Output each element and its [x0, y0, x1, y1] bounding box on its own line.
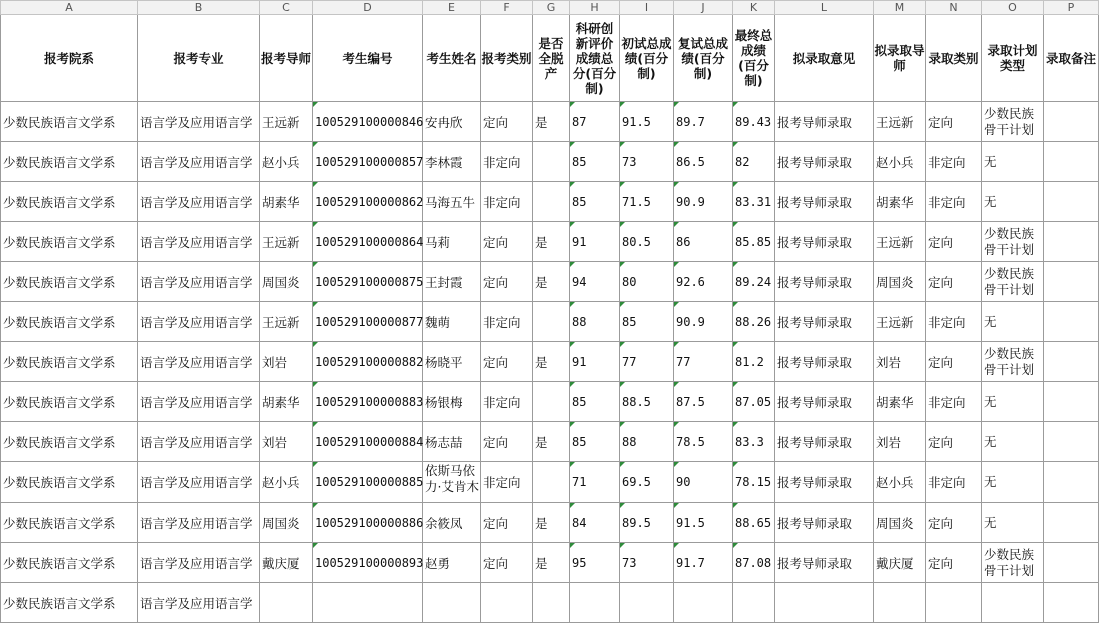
cell[interactable]: 非定向: [926, 142, 982, 182]
cell[interactable]: 王远新: [874, 102, 926, 142]
cell[interactable]: [1044, 503, 1099, 543]
cell[interactable]: 王远新: [260, 102, 313, 142]
cell[interactable]: 刘岩: [260, 342, 313, 382]
header-cell[interactable]: 最终总成绩(百分制): [733, 15, 775, 102]
cell[interactable]: 100529100000875: [313, 262, 423, 302]
cell[interactable]: 定向: [926, 342, 982, 382]
cell[interactable]: [1044, 102, 1099, 142]
header-cell[interactable]: 拟录取导师: [874, 15, 926, 102]
column-header-l[interactable]: L: [775, 1, 874, 15]
cell[interactable]: 语言学及应用语言学: [138, 543, 260, 583]
cell[interactable]: 定向: [481, 222, 533, 262]
cell[interactable]: 100529100000862: [313, 182, 423, 222]
cell[interactable]: 杨志喆: [423, 422, 481, 462]
table-row: [1, 342, 1099, 382]
cell[interactable]: 定向: [926, 102, 982, 142]
cell[interactable]: 报考导师录取: [775, 422, 874, 462]
cell[interactable]: 非定向: [926, 302, 982, 342]
cell[interactable]: 杨银梅: [423, 382, 481, 422]
cell[interactable]: [481, 583, 533, 623]
cell[interactable]: 85: [570, 422, 620, 462]
cell[interactable]: 李林霞: [423, 142, 481, 182]
cell[interactable]: [533, 302, 570, 342]
cell[interactable]: 报考导师录取: [775, 503, 874, 543]
cell[interactable]: 定向: [481, 503, 533, 543]
cell[interactable]: 赵小兵: [874, 142, 926, 182]
cell[interactable]: 周国炎: [874, 503, 926, 543]
cell[interactable]: 90: [674, 462, 733, 503]
header-cell[interactable]: 录取类别: [926, 15, 982, 102]
cell[interactable]: 少数民族语言文学系: [1, 142, 138, 182]
header-cell[interactable]: 报考专业: [138, 15, 260, 102]
cell[interactable]: 定向: [481, 543, 533, 583]
cell[interactable]: 语言学及应用语言学: [138, 503, 260, 543]
cell[interactable]: 87: [570, 102, 620, 142]
cell[interactable]: 无: [982, 503, 1044, 543]
cell[interactable]: 85: [570, 182, 620, 222]
cell[interactable]: 少数民族语言文学系: [1, 583, 138, 623]
cell[interactable]: 依斯马依力·艾肯木: [423, 462, 481, 503]
cell[interactable]: 是: [533, 102, 570, 142]
cell[interactable]: 赵小兵: [260, 142, 313, 182]
cell[interactable]: [260, 583, 313, 623]
column-header-f[interactable]: F: [481, 1, 533, 15]
cell[interactable]: 100529100000893: [313, 543, 423, 583]
cell[interactable]: 赵小兵: [260, 462, 313, 503]
cell[interactable]: 80.5: [620, 222, 674, 262]
cell[interactable]: 王远新: [874, 222, 926, 262]
table-row: [1, 583, 1099, 623]
cell[interactable]: 戴庆厦: [260, 543, 313, 583]
cell[interactable]: 86.5: [674, 142, 733, 182]
cell[interactable]: [775, 583, 874, 623]
cell[interactable]: 报考导师录取: [775, 302, 874, 342]
header-cell[interactable]: 拟录取意见: [775, 15, 874, 102]
cell[interactable]: [533, 142, 570, 182]
column-header-p[interactable]: P: [1044, 1, 1099, 15]
cell[interactable]: 73: [620, 543, 674, 583]
cell[interactable]: [1044, 422, 1099, 462]
header-cell[interactable]: 录取备注: [1044, 15, 1099, 102]
cell[interactable]: 王封霞: [423, 262, 481, 302]
cell[interactable]: 无: [982, 422, 1044, 462]
cell[interactable]: 少数民族语言文学系: [1, 422, 138, 462]
cell[interactable]: 88: [620, 422, 674, 462]
table-row: [1, 382, 1099, 422]
cell[interactable]: 胡素华: [260, 182, 313, 222]
cell[interactable]: 刘岩: [874, 342, 926, 382]
column-header-d[interactable]: D: [313, 1, 423, 15]
cell[interactable]: [533, 583, 570, 623]
cell[interactable]: 100529100000877: [313, 302, 423, 342]
cell[interactable]: 89.5: [620, 503, 674, 543]
cell[interactable]: 88.26: [733, 302, 775, 342]
cell[interactable]: 90.9: [674, 302, 733, 342]
cell[interactable]: 无: [982, 382, 1044, 422]
cell[interactable]: [313, 583, 423, 623]
cell[interactable]: [1044, 382, 1099, 422]
cell[interactable]: 71: [570, 462, 620, 503]
cell[interactable]: 100529100000883: [313, 382, 423, 422]
cell[interactable]: 100529100000857: [313, 142, 423, 182]
cell[interactable]: [1044, 142, 1099, 182]
cell[interactable]: 魏萌: [423, 302, 481, 342]
cell[interactable]: 余筱凤: [423, 503, 481, 543]
header-row: [1, 15, 1099, 102]
cell[interactable]: 语言学及应用语言学: [138, 342, 260, 382]
table-row: [1, 302, 1099, 342]
cell[interactable]: 100529100000846: [313, 102, 423, 142]
cell[interactable]: 77: [674, 342, 733, 382]
cell[interactable]: [570, 583, 620, 623]
cell[interactable]: 少数民族语言文学系: [1, 342, 138, 382]
cell[interactable]: 91: [570, 222, 620, 262]
table-row: [1, 543, 1099, 583]
cell[interactable]: 王远新: [260, 302, 313, 342]
cell[interactable]: 胡素华: [260, 382, 313, 422]
cell[interactable]: 71.5: [620, 182, 674, 222]
cell[interactable]: 85: [620, 302, 674, 342]
cell[interactable]: 82: [733, 142, 775, 182]
header-cell[interactable]: 报考类别: [481, 15, 533, 102]
cell[interactable]: 非定向: [481, 182, 533, 222]
cell[interactable]: 语言学及应用语言学: [138, 583, 260, 623]
header-cell[interactable]: 报考导师: [260, 15, 313, 102]
cell[interactable]: 91.5: [620, 102, 674, 142]
cell[interactable]: 是: [533, 422, 570, 462]
table-row: [1, 262, 1099, 302]
cell[interactable]: 是: [533, 342, 570, 382]
column-header-c[interactable]: C: [260, 1, 313, 15]
cell[interactable]: 88.5: [620, 382, 674, 422]
cell[interactable]: 无: [982, 142, 1044, 182]
table-row: [1, 462, 1099, 503]
cell[interactable]: 刘岩: [260, 422, 313, 462]
cell[interactable]: 100529100000885: [313, 462, 423, 503]
cell[interactable]: 赵勇: [423, 543, 481, 583]
table-row: [1, 422, 1099, 462]
cell[interactable]: 78.5: [674, 422, 733, 462]
cell[interactable]: 语言学及应用语言学: [138, 102, 260, 142]
cell[interactable]: 赵小兵: [874, 462, 926, 503]
cell[interactable]: 报考导师录取: [775, 543, 874, 583]
cell[interactable]: 非定向: [481, 382, 533, 422]
column-header-b[interactable]: B: [138, 1, 260, 15]
cell[interactable]: 非定向: [926, 182, 982, 222]
cell[interactable]: 报考导师录取: [775, 142, 874, 182]
cell[interactable]: 91.5: [674, 503, 733, 543]
cell[interactable]: 91.7: [674, 543, 733, 583]
cell[interactable]: 非定向: [481, 302, 533, 342]
column-header-j[interactable]: J: [674, 1, 733, 15]
cell[interactable]: 87.05: [733, 382, 775, 422]
header-cell[interactable]: 录取计划类型: [982, 15, 1044, 102]
cell[interactable]: 少数民族语言文学系: [1, 222, 138, 262]
table-row: [1, 222, 1099, 262]
cell[interactable]: 语言学及应用语言学: [138, 302, 260, 342]
header-cell[interactable]: 考生编号: [313, 15, 423, 102]
cell[interactable]: 少数民族语言文学系: [1, 543, 138, 583]
cell[interactable]: [1044, 262, 1099, 302]
cell[interactable]: 是: [533, 222, 570, 262]
cell[interactable]: 定向: [926, 222, 982, 262]
cell[interactable]: 报考导师录取: [775, 102, 874, 142]
cell[interactable]: 是: [533, 262, 570, 302]
cell[interactable]: 周国炎: [874, 262, 926, 302]
cell[interactable]: 73: [620, 142, 674, 182]
cell[interactable]: 非定向: [926, 462, 982, 503]
cell[interactable]: [874, 583, 926, 623]
header-cell[interactable]: 是否全脱产: [533, 15, 570, 102]
cell[interactable]: 90.9: [674, 182, 733, 222]
cell[interactable]: 少数民族骨干计划: [982, 222, 1044, 262]
cell[interactable]: 是: [533, 543, 570, 583]
cell[interactable]: 安冉欣: [423, 102, 481, 142]
column-header-g[interactable]: G: [533, 1, 570, 15]
cell[interactable]: 无: [982, 182, 1044, 222]
header-cell[interactable]: 复试总成绩(百分制): [674, 15, 733, 102]
cell[interactable]: 报考导师录取: [775, 262, 874, 302]
cell[interactable]: 少数民族语言文学系: [1, 102, 138, 142]
cell[interactable]: 戴庆厦: [874, 543, 926, 583]
cell[interactable]: [533, 182, 570, 222]
cell[interactable]: 少数民族语言文学系: [1, 503, 138, 543]
cell[interactable]: 85.85: [733, 222, 775, 262]
cell[interactable]: 少数民族语言文学系: [1, 182, 138, 222]
cell[interactable]: [982, 583, 1044, 623]
cell[interactable]: 语言学及应用语言学: [138, 222, 260, 262]
cell[interactable]: [926, 583, 982, 623]
cell[interactable]: [620, 583, 674, 623]
cell[interactable]: 胡素华: [874, 182, 926, 222]
cell[interactable]: 69.5: [620, 462, 674, 503]
cell[interactable]: 马海五牛: [423, 182, 481, 222]
cell[interactable]: 94: [570, 262, 620, 302]
cell[interactable]: 少数民族骨干计划: [982, 262, 1044, 302]
cell[interactable]: [533, 462, 570, 503]
cell[interactable]: 报考导师录取: [775, 462, 874, 503]
cell[interactable]: 81.2: [733, 342, 775, 382]
cell[interactable]: 定向: [926, 422, 982, 462]
cell[interactable]: 定向: [481, 342, 533, 382]
cell[interactable]: 定向: [926, 503, 982, 543]
cell[interactable]: [1044, 182, 1099, 222]
cell[interactable]: 定向: [481, 262, 533, 302]
cell[interactable]: 定向: [926, 543, 982, 583]
cell[interactable]: 少数民族语言文学系: [1, 462, 138, 503]
header-cell[interactable]: 考生姓名: [423, 15, 481, 102]
cell[interactable]: 84: [570, 503, 620, 543]
cell[interactable]: 83.31: [733, 182, 775, 222]
cell[interactable]: 王远新: [874, 302, 926, 342]
cell[interactable]: 83.3: [733, 422, 775, 462]
cell[interactable]: 定向: [481, 422, 533, 462]
cell[interactable]: [1044, 222, 1099, 262]
cell[interactable]: 周国炎: [260, 503, 313, 543]
cell[interactable]: 86: [674, 222, 733, 262]
cell[interactable]: [674, 583, 733, 623]
cell[interactable]: 85: [570, 382, 620, 422]
cell[interactable]: 报考导师录取: [775, 222, 874, 262]
cell[interactable]: 无: [982, 302, 1044, 342]
cell[interactable]: 语言学及应用语言学: [138, 262, 260, 302]
cell[interactable]: 80: [620, 262, 674, 302]
cell[interactable]: 87.08: [733, 543, 775, 583]
cell[interactable]: 77: [620, 342, 674, 382]
cell[interactable]: 91: [570, 342, 620, 382]
cell[interactable]: 85: [570, 142, 620, 182]
cell[interactable]: 马莉: [423, 222, 481, 262]
cell[interactable]: 少数民族骨干计划: [982, 342, 1044, 382]
header-cell[interactable]: 初试总成绩(百分制): [620, 15, 674, 102]
column-letter-row: [1, 1, 1099, 15]
column-header-k[interactable]: K: [733, 1, 775, 15]
cell[interactable]: [423, 583, 481, 623]
cell[interactable]: 胡素华: [874, 382, 926, 422]
header-cell[interactable]: 科研创新评价成绩总分(百分制): [570, 15, 620, 102]
cell[interactable]: 少数民族语言文学系: [1, 302, 138, 342]
cell[interactable]: 89.43: [733, 102, 775, 142]
cell[interactable]: [1044, 342, 1099, 382]
column-header-h[interactable]: H: [570, 1, 620, 15]
column-header-m[interactable]: M: [874, 1, 926, 15]
cell[interactable]: 语言学及应用语言学: [138, 142, 260, 182]
cell[interactable]: 89.24: [733, 262, 775, 302]
cell[interactable]: 少数民族语言文学系: [1, 262, 138, 302]
cell[interactable]: [733, 583, 775, 623]
cell[interactable]: 少数民族语言文学系: [1, 382, 138, 422]
table-row: [1, 503, 1099, 543]
cell[interactable]: 定向: [926, 262, 982, 302]
cell[interactable]: 报考导师录取: [775, 382, 874, 422]
cell[interactable]: 报考导师录取: [775, 342, 874, 382]
cell[interactable]: 88.65: [733, 503, 775, 543]
table-row: [1, 182, 1099, 222]
cell[interactable]: 报考导师录取: [775, 182, 874, 222]
cell[interactable]: 非定向: [481, 462, 533, 503]
cell[interactable]: 定向: [481, 102, 533, 142]
cell[interactable]: 少数民族骨干计划: [982, 102, 1044, 142]
cell[interactable]: 语言学及应用语言学: [138, 462, 260, 503]
cell[interactable]: 语言学及应用语言学: [138, 422, 260, 462]
cell[interactable]: 王远新: [260, 222, 313, 262]
cell[interactable]: 周国炎: [260, 262, 313, 302]
cell[interactable]: 89.7: [674, 102, 733, 142]
cell[interactable]: 是: [533, 503, 570, 543]
cell[interactable]: [1044, 543, 1099, 583]
column-header-e[interactable]: E: [423, 1, 481, 15]
column-header-o[interactable]: O: [982, 1, 1044, 15]
cell[interactable]: 100529100000886: [313, 503, 423, 543]
table-row: [1, 102, 1099, 142]
cell[interactable]: [1044, 583, 1099, 623]
cell[interactable]: 语言学及应用语言学: [138, 382, 260, 422]
cell[interactable]: 少数民族骨干计划: [982, 543, 1044, 583]
cell[interactable]: 100529100000882: [313, 342, 423, 382]
cell[interactable]: 88: [570, 302, 620, 342]
cell[interactable]: 92.6: [674, 262, 733, 302]
cell[interactable]: 95: [570, 543, 620, 583]
header-cell[interactable]: 报考院系: [1, 15, 138, 102]
cell[interactable]: 非定向: [481, 142, 533, 182]
cell[interactable]: [1044, 462, 1099, 503]
column-header-a[interactable]: A: [1, 1, 138, 15]
cell[interactable]: 78.15: [733, 462, 775, 503]
cell[interactable]: [1044, 302, 1099, 342]
cell[interactable]: 100529100000884: [313, 422, 423, 462]
cell[interactable]: 87.5: [674, 382, 733, 422]
cell[interactable]: 非定向: [926, 382, 982, 422]
cell[interactable]: 100529100000864: [313, 222, 423, 262]
cell[interactable]: 无: [982, 462, 1044, 503]
table-row: [1, 142, 1099, 182]
cell[interactable]: 刘岩: [874, 422, 926, 462]
column-header-n[interactable]: N: [926, 1, 982, 15]
column-header-i[interactable]: I: [620, 1, 674, 15]
cell[interactable]: 杨晓平: [423, 342, 481, 382]
cell[interactable]: [533, 382, 570, 422]
cell[interactable]: 语言学及应用语言学: [138, 182, 260, 222]
